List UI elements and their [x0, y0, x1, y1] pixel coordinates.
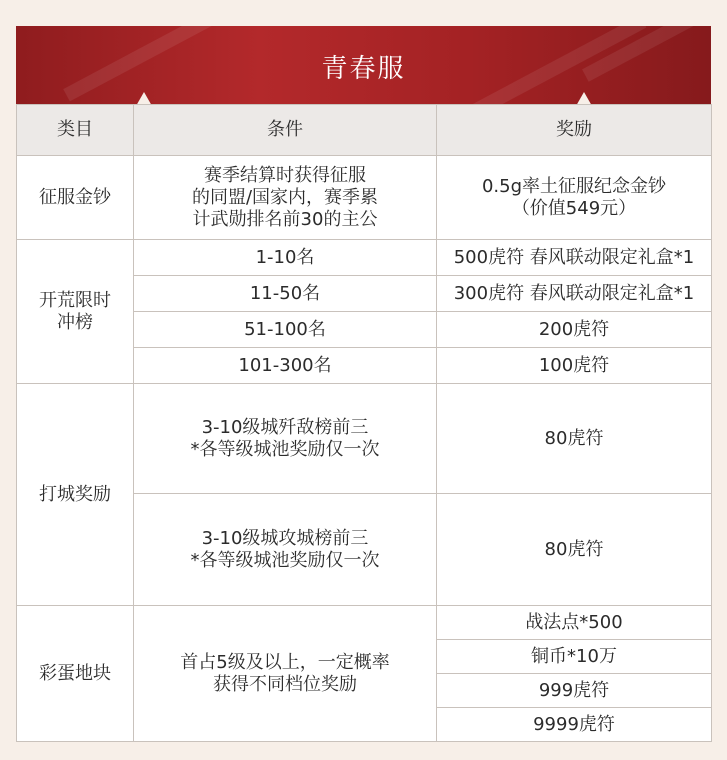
header-category: 类目 [17, 105, 134, 156]
condition-cell [134, 156, 437, 240]
category-cell: 彩蛋地块 [17, 606, 134, 742]
condition-line: 3-10级城攻城榜前三 [201, 527, 369, 549]
reward-cell: 80虎符 [437, 384, 712, 494]
table-row [17, 606, 712, 640]
reward-cell: 100虎符 [437, 348, 712, 384]
category-cell [17, 240, 134, 384]
table-row [17, 156, 712, 240]
condition-line: 赛季结算时获得征服 [204, 164, 366, 186]
reward-cell: 战法点*500 [437, 606, 712, 640]
reward-card [16, 26, 711, 760]
header-condition: 条件 [134, 105, 437, 156]
condition-line: 获得不同档位奖励 [213, 673, 357, 695]
condition-line: 计武勋排名前30的主公 [192, 208, 378, 230]
title-banner [16, 26, 711, 104]
reward-cell: 9999虎符 [437, 708, 712, 742]
reward-cell: 80虎符 [437, 494, 712, 606]
condition-line: 首占5级及以上，一定概率 [180, 651, 390, 673]
condition-cell [134, 606, 437, 742]
condition-cell [134, 384, 437, 494]
page-title: 青春服 [321, 54, 406, 84]
header-reward: 奖励 [437, 105, 712, 156]
table-row [17, 240, 712, 276]
reward-line: 0.5g率土征服纪念金钞 [481, 175, 667, 197]
reward-table [16, 104, 712, 742]
reward-cell: 500虎符 春风联动限定礼盒*1 [437, 240, 712, 276]
condition-cell: 1-10名 [134, 240, 437, 276]
reward-cell: 999虎符 [437, 674, 712, 708]
condition-cell: 101-300名 [134, 348, 437, 384]
reward-cell [437, 156, 712, 240]
condition-cell [134, 494, 437, 606]
category-cell: 打城奖励 [17, 384, 134, 606]
reward-cell: 300虎符 春风联动限定礼盒*1 [437, 276, 712, 312]
condition-line: *各等级城池奖励仅一次 [190, 438, 380, 460]
condition-line: *各等级城池奖励仅一次 [190, 549, 380, 571]
header-row [17, 105, 712, 156]
reward-cell: 铜币*10万 [437, 640, 712, 674]
condition-cell: 11-50名 [134, 276, 437, 312]
condition-line: 的同盟/国家内，赛季累 [191, 186, 379, 208]
reward-line: （价值549元） [511, 197, 637, 219]
category-line: 开荒限时 [39, 289, 111, 311]
reward-cell: 200虎符 [437, 312, 712, 348]
condition-cell: 51-100名 [134, 312, 437, 348]
table-row [17, 384, 712, 494]
category-cell: 征服金钞 [17, 156, 134, 240]
category-line: 冲榜 [57, 311, 93, 333]
condition-line: 3-10级城歼敌榜前三 [201, 416, 369, 438]
